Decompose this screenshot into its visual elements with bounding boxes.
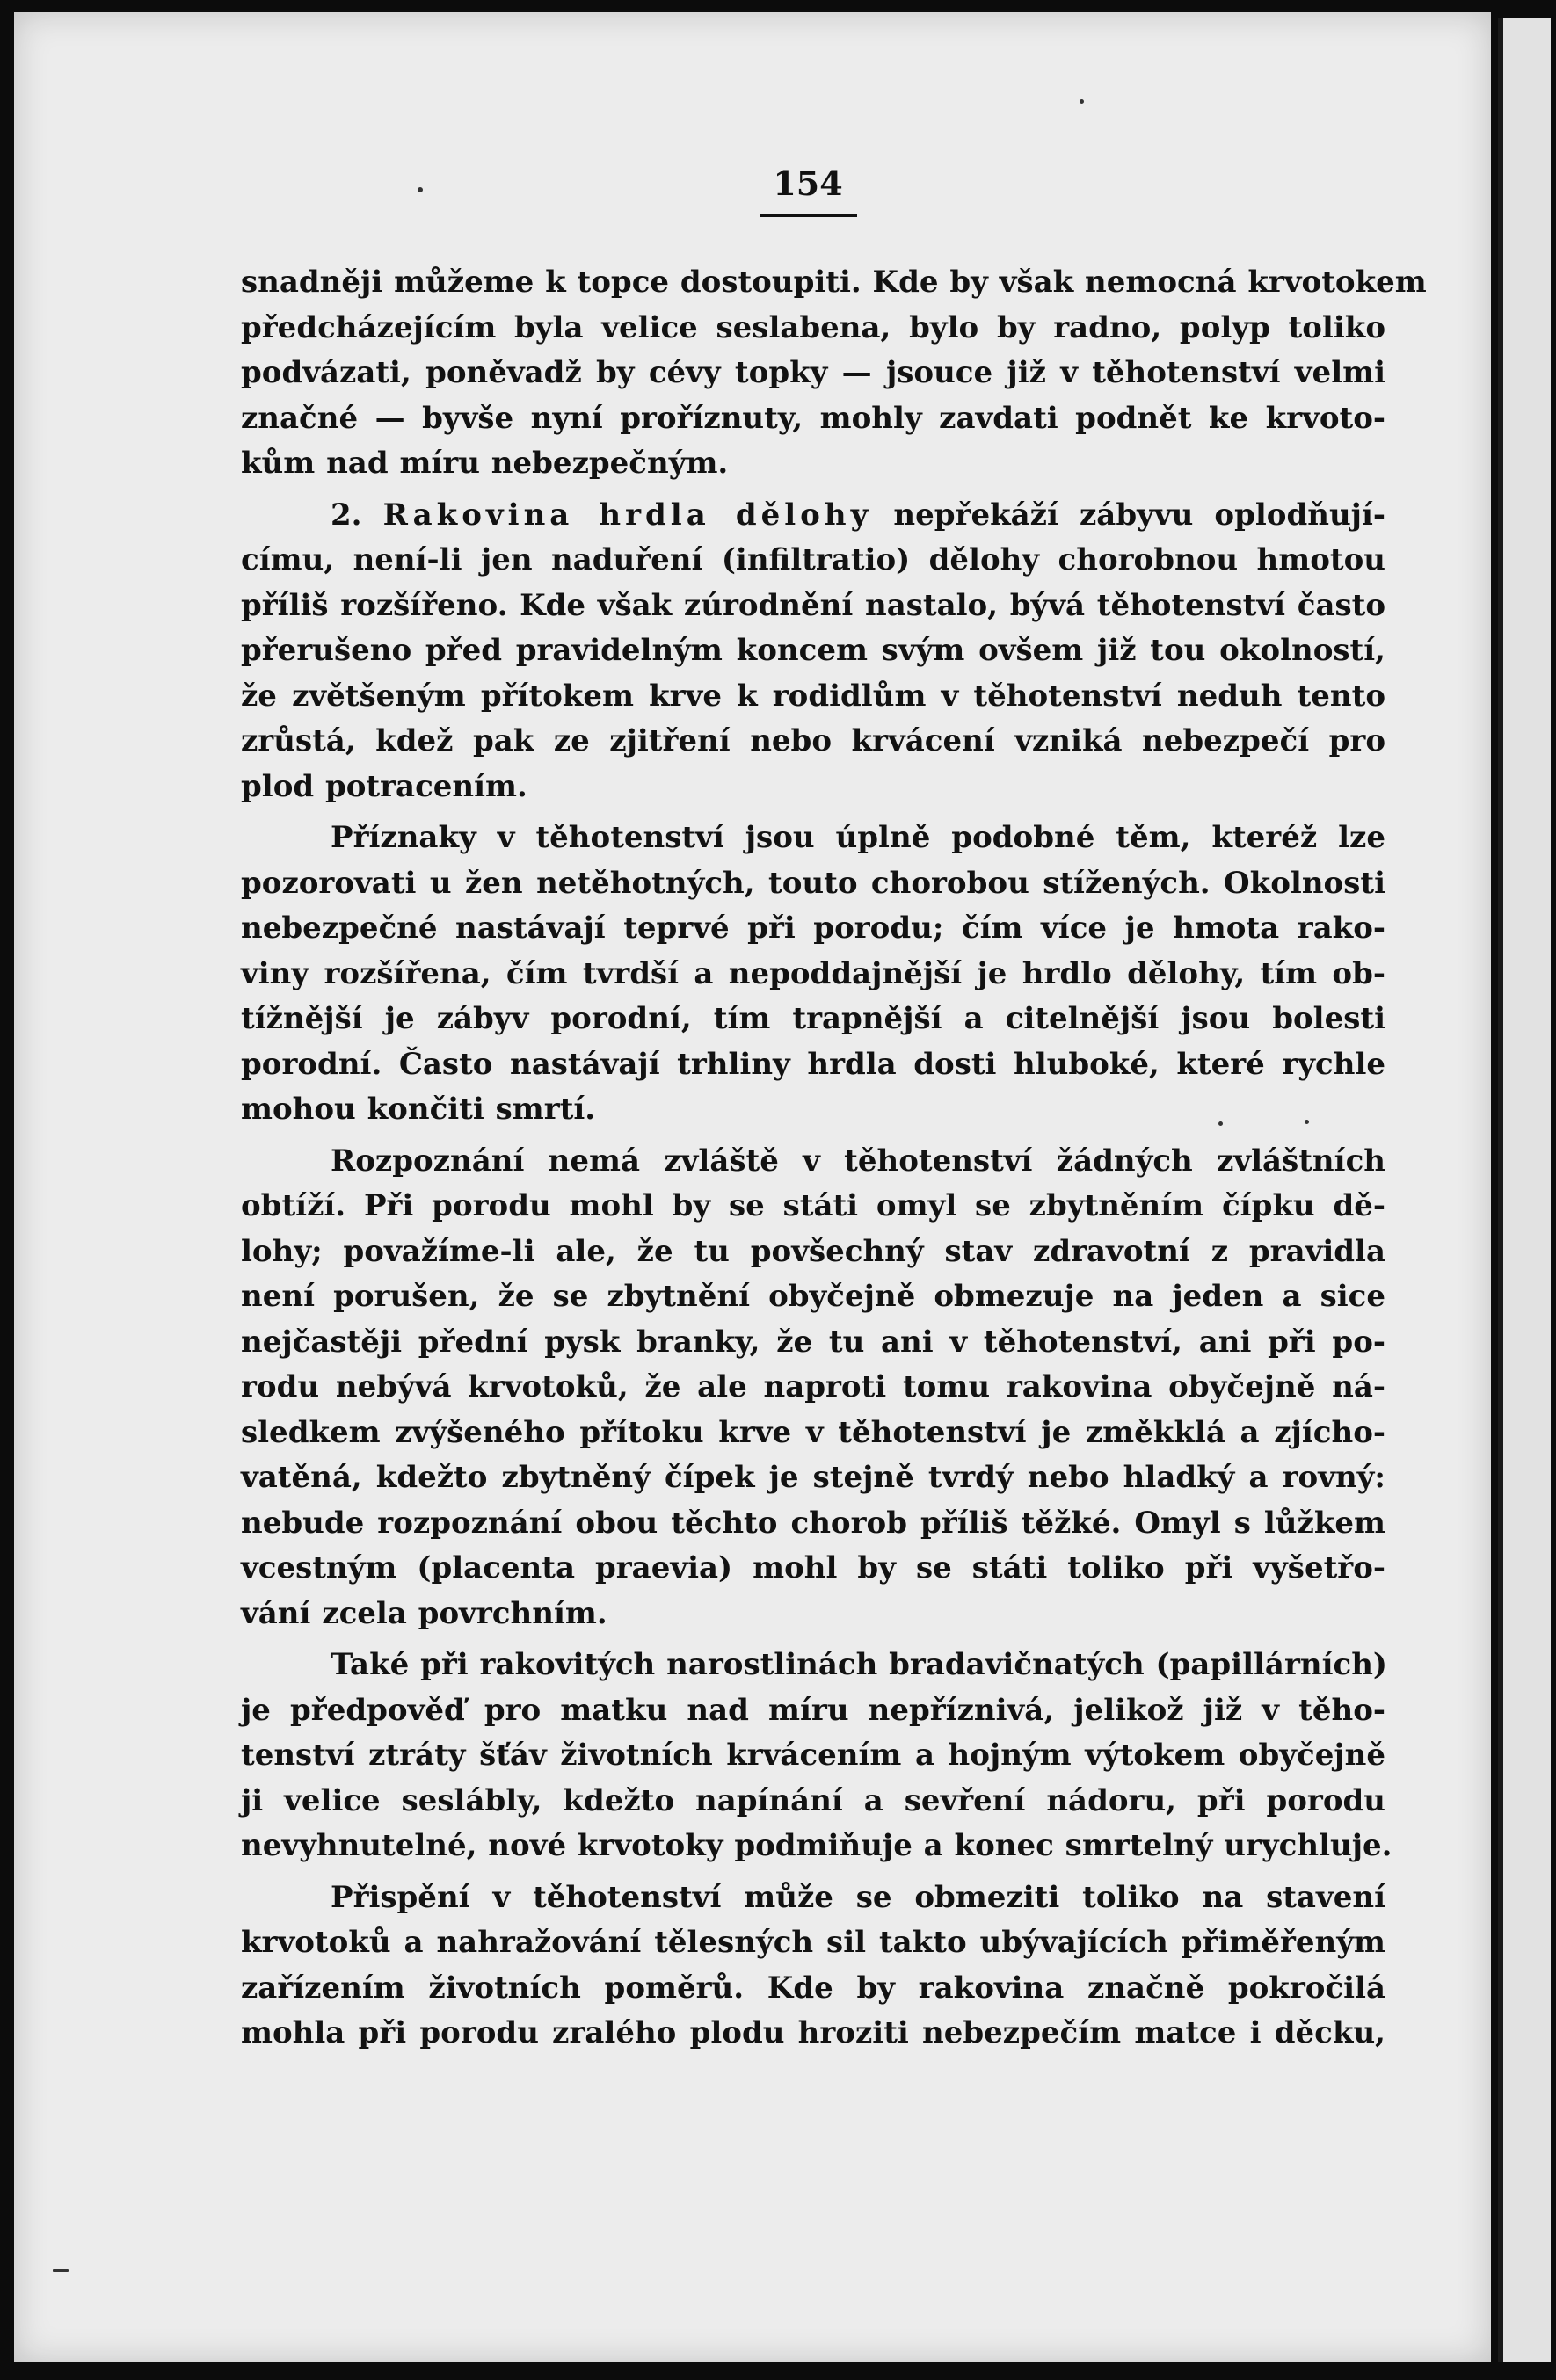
scan-speck (53, 2269, 69, 2272)
text-line: krvotoků a nahražování tělesných sil takto ubývajících přiměřeným (241, 1925, 1385, 1960)
text-line: obtíží. Při porodu mohl by se státi omyl se zbytněním čípku dě- (241, 1188, 1385, 1223)
text-line-rest: nepřekáží zábyvu oplodňují- (872, 497, 1385, 533)
text-line: příliš rozšířeno. Kde však zúrodnění nastalo, bývá těhotenství často (241, 587, 1385, 623)
adjacent-page-edge (1498, 18, 1551, 2362)
text-line: porodní. Často nastávají trhliny hrdla dosti hluboké, které rychle (241, 1046, 1385, 1082)
text-line: předcházejícím byla velice seslabena, bylo by radno, polyp toliko (241, 309, 1385, 345)
text-line: lohy; považíme-li ale, že tu povšechný stav zdravotní z pravidla (241, 1233, 1385, 1269)
paragraph (241, 1876, 1385, 2057)
text-line: mohla při porodu zralého plodu hroziti nebezpečím matce i děcku, (241, 2015, 1385, 2050)
text-line: rodu nebývá krvotoků, že ale naproti tomu rakovina obyčejně ná- (241, 1369, 1385, 1404)
paragraph (241, 1643, 1392, 1869)
text-line: plod potracením. (241, 768, 527, 804)
text-line: kům nad míru nebezpečným. (241, 446, 729, 481)
text-line: sledkem zvýšeného přítoku krve v těhotenství je změkklá a zjícho- (241, 1414, 1385, 1450)
text-line: přerušeno před pravidelným koncem svým ovšem již tou okolností, (241, 633, 1385, 668)
page-number-underline (760, 214, 857, 217)
text-line: pozorovati u žen netěhotných, touto chorobou stížených. Okolnosti (241, 865, 1385, 901)
paragraph (241, 816, 1385, 1133)
scan-speck (1218, 1121, 1223, 1126)
paragraph (241, 493, 1385, 810)
text-line: zařízením životních poměrů. Kde by rakovina značně pokročilá (241, 1970, 1385, 2006)
text-line: není porušen, že se zbytnění obyčejně obmezuje na jeden a sice (241, 1279, 1385, 1314)
text-line: mohou končiti smrtí. (241, 1092, 596, 1127)
scan-speck (1080, 99, 1084, 104)
text-line: vání zcela povrchním. (241, 1595, 607, 1631)
text-line: nevyhnutelné, nové krvotoky podmiňuje a konec smrtelný urychluje. (241, 1828, 1392, 1863)
text-line: nejčastěji přední pysk branky, že tu ani v těhotenství, ani při po- (241, 1324, 1385, 1360)
text-line: Rozpoznání nemá zvláště v těhotenství žádných zvláštních (331, 1143, 1385, 1179)
text-line: je předpověď pro matku nad míru nepříznivá, jelikož již v těho- (241, 1692, 1385, 1728)
book-page (14, 12, 1491, 2362)
text-line: že zvětšeným přítokem krve k rodidlům v těhotenství neduh tento (241, 678, 1385, 714)
paragraph (241, 260, 1427, 487)
text-line-lead (241, 493, 1385, 539)
text-line: značné — byvše nyní proříznuty, mohly zavdati podnět ke krvoto- (241, 400, 1385, 436)
text-line: címu, není-li jen naduření (infiltratio) dělohy chorobnou hmotou (241, 542, 1385, 577)
section-number: 2. (331, 497, 362, 533)
text-line: vcestným (placenta praevia) mohl by se státi toliko při vyšetřo- (241, 1550, 1385, 1585)
text-line: podvázati, poněvadž by cévy topky — jsouce již v těhotenství velmi (241, 355, 1385, 390)
text-line: nebude rozpoznání obou těchto chorob příliš těžké. Omyl s lůžkem (241, 1505, 1385, 1541)
paragraph (241, 1139, 1385, 1637)
text-line: Příznaky v těhotenství jsou úplně podobné těm, kteréž lze (331, 820, 1385, 855)
text-line: Také při rakovitých narostlinách bradavičnatých (papillárních) (331, 1647, 1388, 1682)
text-line: viny rozšířena, čím tvrdší a nepoddajnější je hrdlo dělohy, tím ob- (241, 955, 1385, 991)
text-line: zrůstá, kdež pak ze zjitření nebo krvácení vzniká nebezpečí pro (241, 723, 1385, 758)
scan-speck (418, 187, 423, 192)
body-text (241, 260, 1427, 2057)
scan-speck (1305, 1120, 1309, 1124)
page-number: 154 (773, 163, 843, 203)
text-line: Přispění v těhotenství může se obmeziti toliko na stavení (331, 1879, 1385, 1915)
text-line: tížnější je zábyv porodní, tím trapnější a citelnější jsou bolesti (241, 1001, 1385, 1036)
text-line: tenství ztráty šťáv životních krvácením a hojným výtokem obyčejně (241, 1738, 1385, 1773)
text-line: vatěná, kdežto zbytněný čípek je stejně tvrdý nebo hladký a rovný: (241, 1460, 1385, 1495)
section-heading-spaced: Rakovina hrdla dělohy (382, 497, 873, 533)
text-line: ji velice seslábly, kdežto napínání a sevření nádoru, při porodu (241, 1782, 1385, 1818)
text-line: nebezpečné nastávají teprvé při porodu; čím více je hmota rako- (241, 911, 1385, 946)
text-line: snadněji můžeme k topce dostoupiti. Kde by však nemocná krvotokem (241, 265, 1427, 300)
